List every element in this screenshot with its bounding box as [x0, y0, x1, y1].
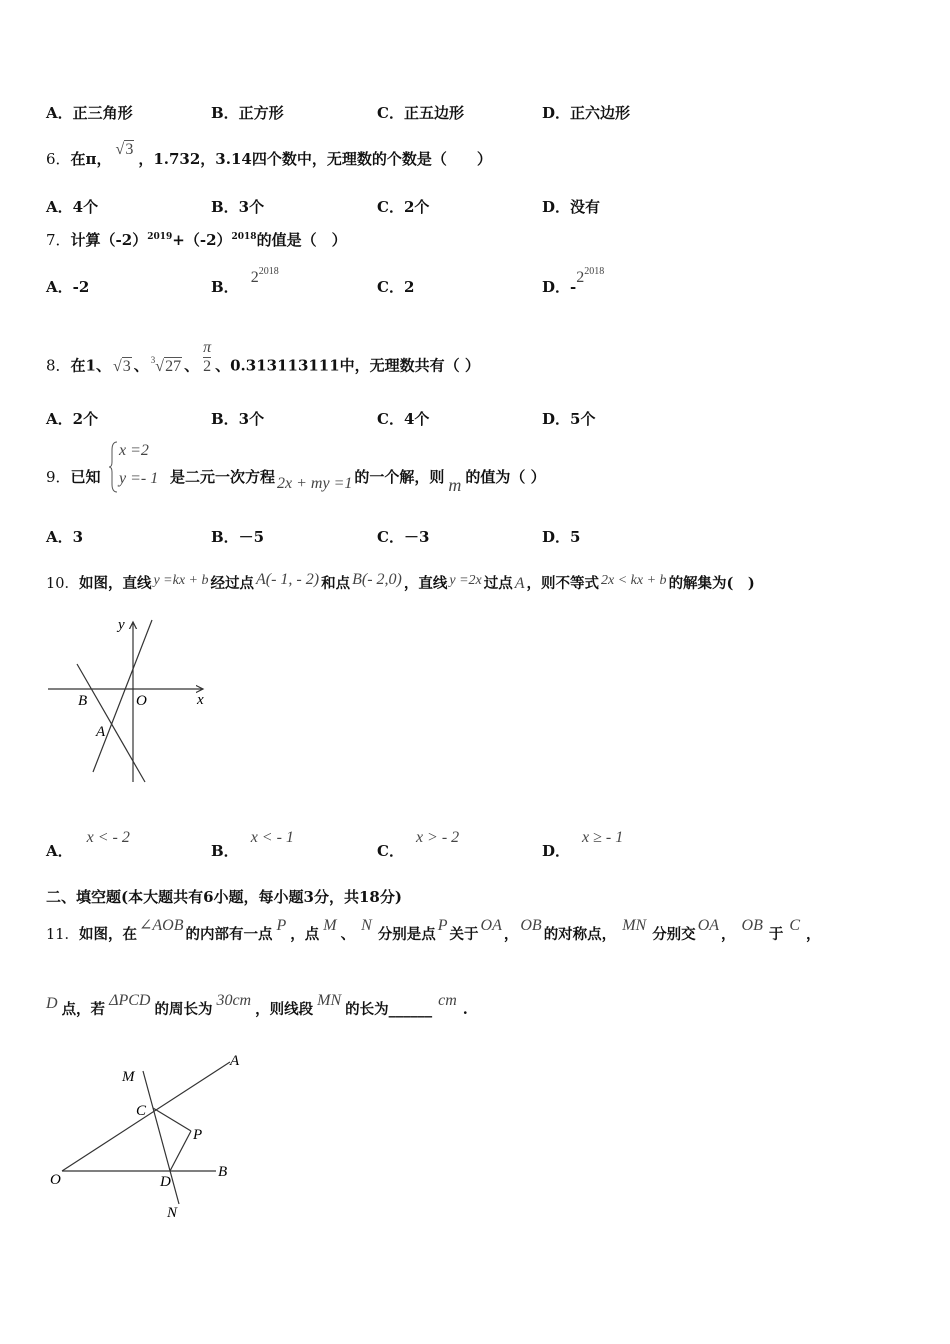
q8-pre: 在1、 — [70, 356, 111, 375]
q8-option-b: B．3个 — [211, 410, 265, 428]
q5-option-a: A．正三角形 — [46, 104, 133, 122]
q9-option-d: D．5 — [542, 528, 581, 546]
question-6 — [46, 141, 492, 169]
q7-option-d: D．$-2^{2018}$ — [542, 266, 605, 296]
q5-option-d: D．正六边形 — [542, 104, 631, 122]
q11-angle: ∠AOB — [138, 917, 184, 934]
q11-triangle: ΔPCD — [109, 992, 151, 1009]
q11-number: 11． — [46, 927, 79, 943]
q11-answer-blank: 的长为______ — [345, 1001, 433, 1018]
label-c: C — [136, 1103, 147, 1119]
q10-line2: y =2x — [449, 573, 482, 588]
q8-post: 、0.313113111中，无理数共有（ ） — [215, 356, 480, 375]
q8-number: 8． — [46, 356, 71, 375]
q6-option-b: B．3个 — [211, 198, 265, 216]
q9-system — [109, 440, 169, 494]
q7-post: 的值是（ ） — [256, 231, 347, 249]
label-a: A — [96, 724, 106, 740]
label-b: B — [78, 693, 88, 709]
q8-option-d: D．5个 — [542, 410, 596, 428]
section-2-title: 二、填空题(本大题共有6小题，每小题3分，共18分) — [46, 888, 402, 906]
label-m: M — [122, 1069, 135, 1085]
label-a: A — [230, 1053, 240, 1069]
q8-option-c: C．4个 — [377, 410, 430, 428]
q10-option-a: A．x < - 2 — [46, 829, 130, 860]
segment-pd — [170, 1131, 191, 1171]
question-9-body: 是二元一次方程 2x + my =1 的一个解，则 m 的值为（ ） — [170, 468, 546, 495]
question-11-line1: 11．如图，在∠AOB的内部有一点P，点M、N分别是点P关于OA，OB的对称点，MN分别交OA，OB于C， — [46, 917, 821, 943]
q8-sqrt3: √3 — [112, 357, 131, 375]
q7-exp2: 2018 — [231, 232, 257, 242]
q9-equation: 2x + my =1 — [277, 475, 353, 492]
q8-cbrt27: $^3$√27 — [150, 354, 182, 375]
q11-perimeter: 30cm — [216, 992, 252, 1009]
q7-number: 7． — [46, 231, 71, 249]
label-b: B — [218, 1164, 228, 1180]
q10-inequality: 2x < kx + b — [601, 573, 667, 588]
q7-option-a: A．-2 — [46, 278, 90, 296]
brace-icon — [109, 440, 119, 494]
q10-point-a: A(- 1, - 2) — [256, 571, 320, 588]
question-8: 8．在1、 √3 、 $^3$√27 、 $\frac{\pi}{2}$ 、0.313113111中，无理数共有（ ） — [46, 339, 480, 375]
q5-option-b: B．正方形 — [211, 104, 284, 122]
q6-number: 6． — [46, 150, 71, 168]
q7-exp1: 2019 — [147, 232, 173, 242]
q8-pi-over-2: $\frac{\pi}{2}$ — [203, 339, 212, 375]
label-o: O — [136, 693, 147, 709]
question-7 — [46, 229, 347, 250]
q7-mid: +（-2） — [172, 231, 232, 249]
q9-eq2: y =- 1 — [119, 470, 159, 487]
question-9 — [46, 466, 101, 487]
q10-graph — [40, 612, 220, 792]
q6-pre: 在π， — [70, 150, 112, 168]
q8-option-a: A．2个 — [46, 410, 99, 428]
q10-number: 10． — [46, 576, 79, 592]
label-d: D — [160, 1174, 171, 1190]
label-p: P — [193, 1127, 203, 1143]
q6-option-a: A．4个 — [46, 198, 99, 216]
q6-option-c: C．2个 — [377, 198, 430, 216]
q7-option-b: B．$2^{2018}$ — [211, 266, 279, 296]
q6-post: ，1.732，3.14四个数中，无理数的个数是（ ） — [138, 150, 492, 168]
q9-number: 9． — [46, 468, 71, 486]
q6-sqrt3: √3 — [115, 141, 134, 158]
q7-option-c: C．2 — [377, 278, 415, 296]
q10-point-b: B(- 2,0) — [352, 571, 402, 588]
q9-option-b: B．－5 — [211, 528, 265, 546]
q9-var-m: m — [448, 475, 462, 495]
q10-line1: y =kx + b — [153, 573, 209, 588]
label-y: y — [118, 617, 125, 633]
label-n: N — [167, 1205, 178, 1221]
q5-option-c: C．正五边形 — [377, 104, 464, 122]
q9-option-a: A．3 — [46, 528, 84, 546]
question-11-line2: D 点，若ΔPCD的周长为30cm，则线段MN的长为______cm. — [46, 992, 468, 1018]
line-kx-plus-b — [77, 664, 145, 782]
q9-option-c: C．－3 — [377, 528, 430, 546]
label-o: O — [50, 1172, 61, 1188]
q10-option-d: D．x ≥ - 1 — [542, 829, 624, 860]
q11-figure — [40, 1045, 250, 1230]
q10-option-c: C．x > - 2 — [377, 829, 460, 860]
q10-option-b: B．x < - 1 — [211, 829, 294, 860]
q7-pre: 计算（-2） — [70, 231, 148, 249]
q9-eq1: x =2 — [119, 442, 149, 459]
label-x: x — [197, 692, 204, 708]
q9-pre: 已知 — [70, 468, 101, 486]
question-10: 10．如图，直线 y =kx + b 经过点 A(- 1, - 2) 和点 B(- 2,0) ，直线 y =2x 过点 A ，则不等式 2x < kx + b 的解集为( ) — [46, 571, 755, 592]
q6-option-d: D．没有 — [542, 198, 601, 216]
